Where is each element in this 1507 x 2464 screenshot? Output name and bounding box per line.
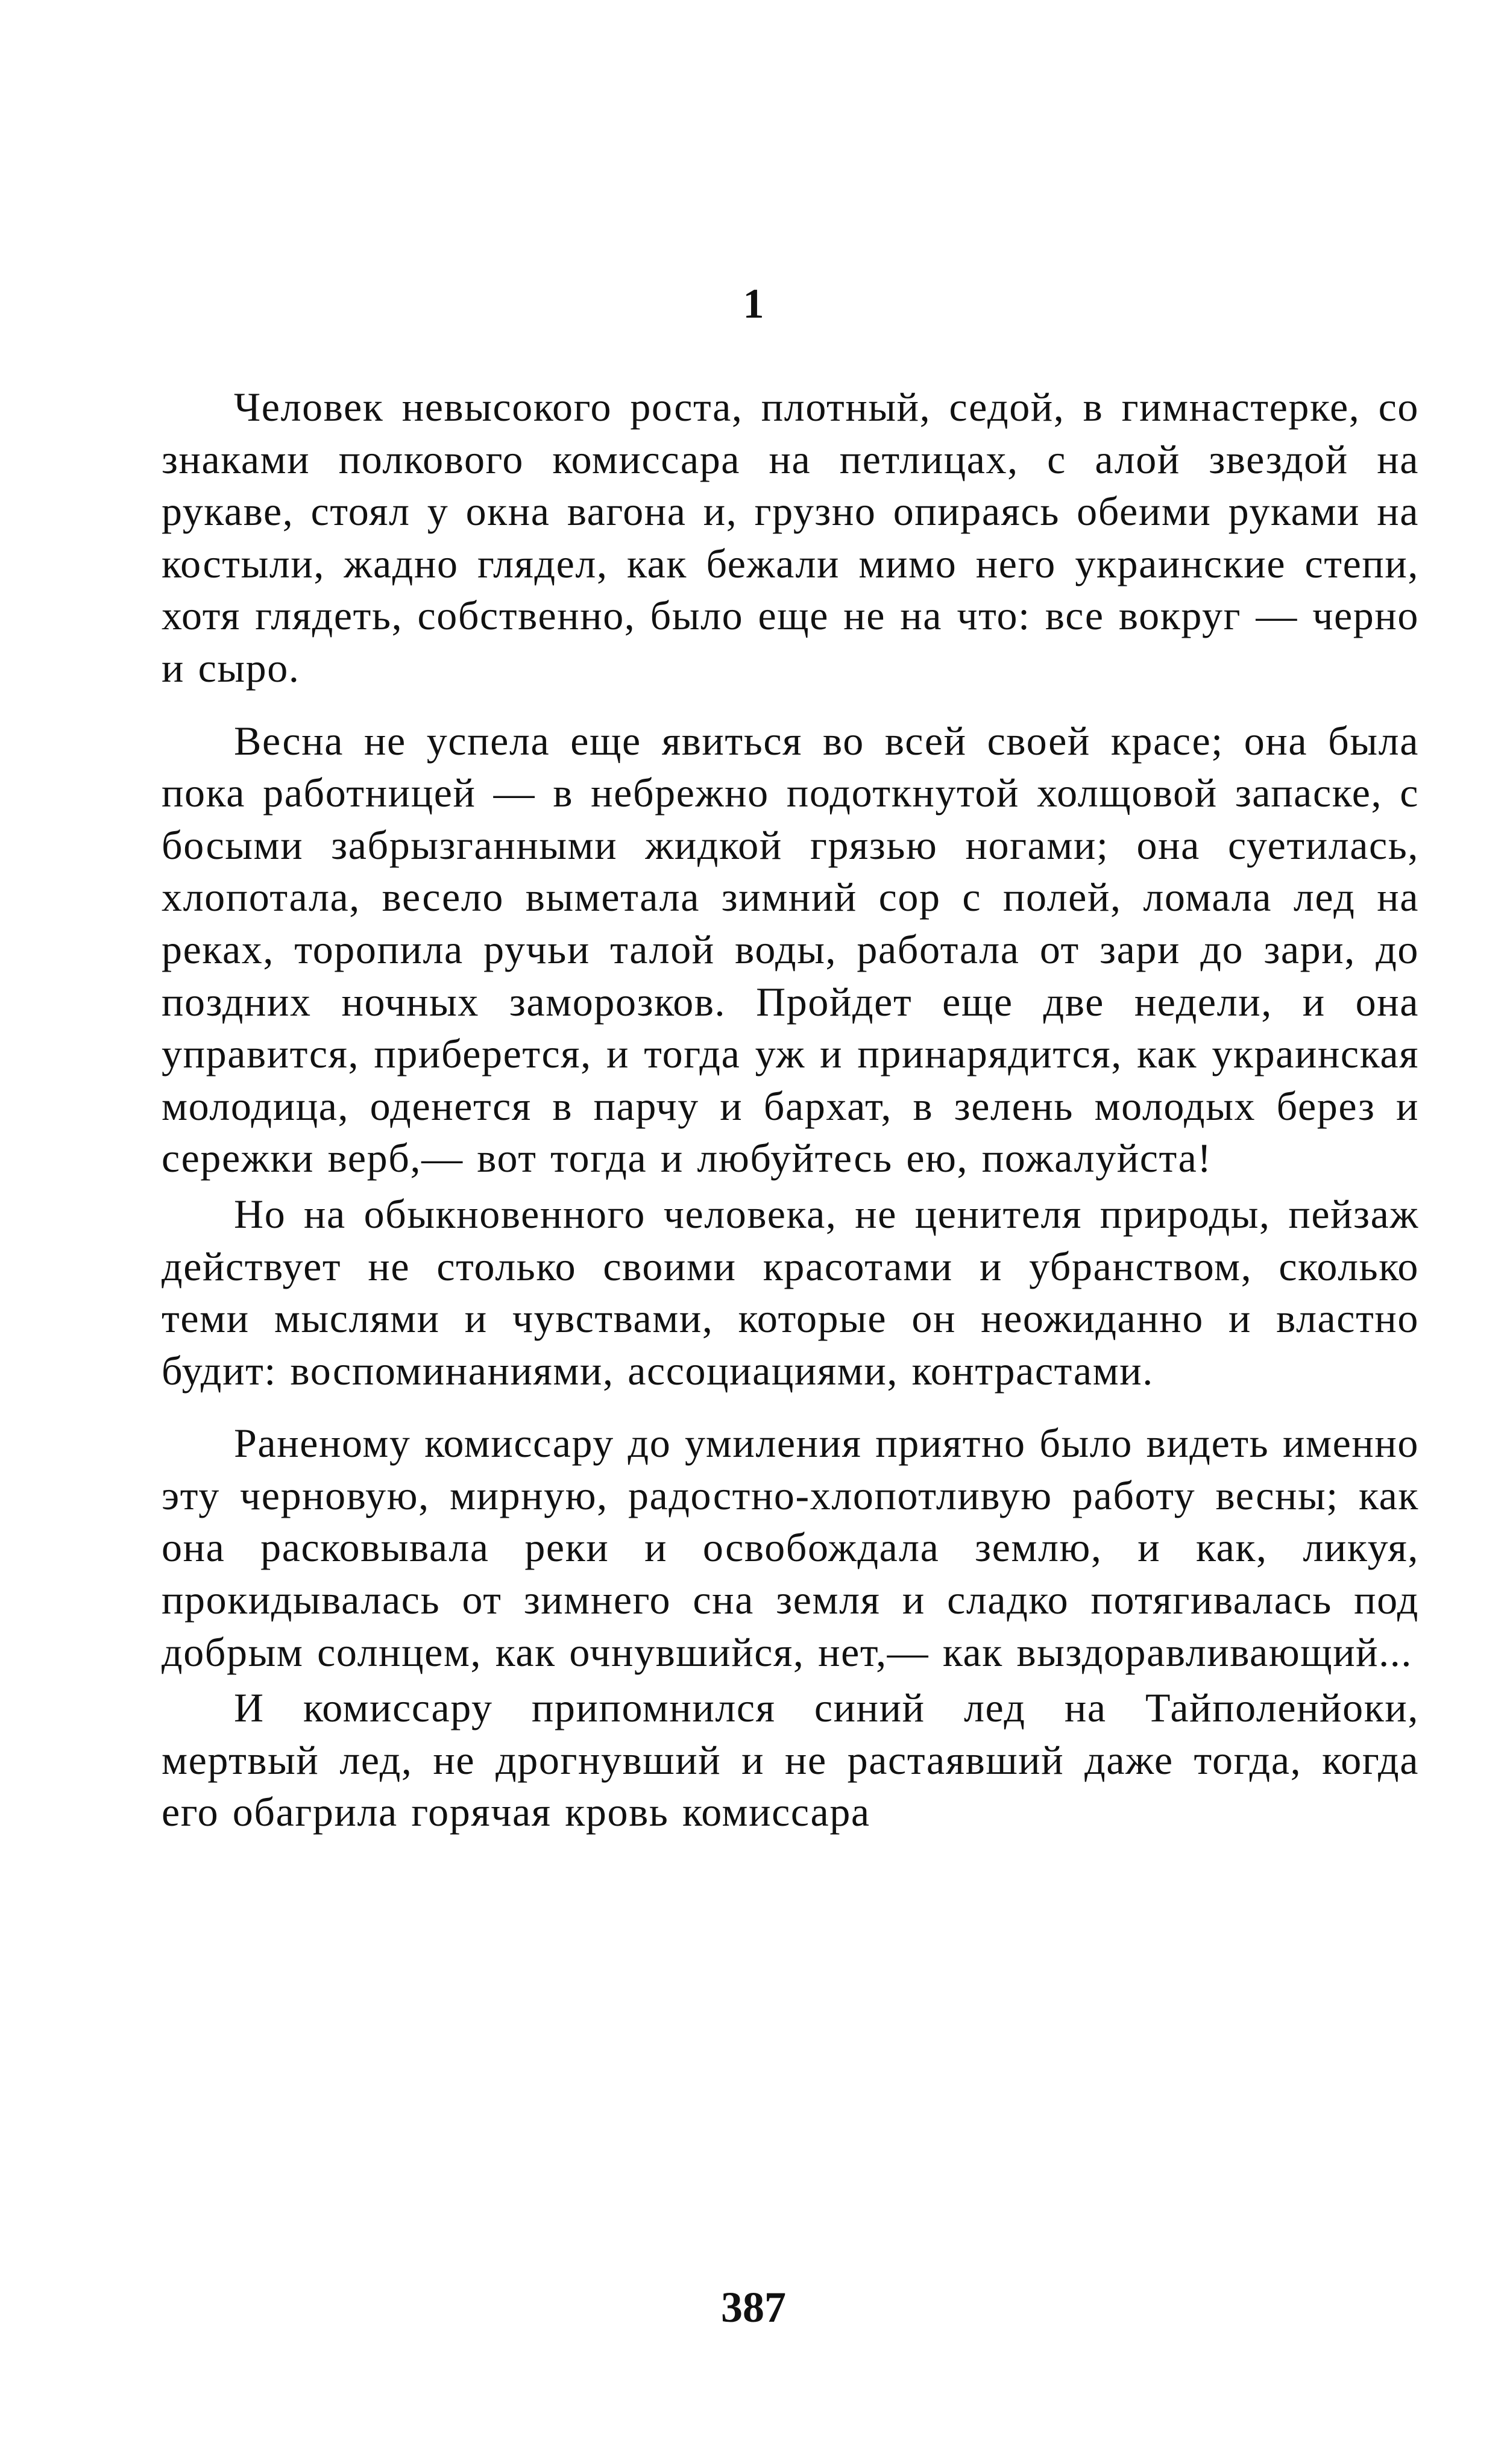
chapter-number: 1 bbox=[743, 281, 764, 327]
body-text bbox=[162, 381, 1419, 1838]
paragraph-5: И комиссару припомнился синий лед на Тайполенйоки, мертвый лед, не дрогнувший и не растаявший даже тогда, когда его обагрила горячая кровь комиссара bbox=[162, 1685, 1419, 1835]
paragraph-2: Весна не успела еще явиться во всей своей красе; она была пока работницей — в небрежно подоткнутой холщовой запаске, с босыми забрызганными жидкой грязью ногами; она суетилась, хлопотала, весело выметала зимний сор с полей, ломала лед на реках, торопила ручьи талой воды, работала от зари до зари, до поздних ночных заморозков. Пройдет еще две недели, и она управится, приберется, и тогда уж и принарядится, как украинская молодица, оденется в парчу и бархат, в зелень молодых берез и сережки верб,— вот тогда и любуйтесь ею, пожалуйста! bbox=[162, 717, 1419, 1181]
paragraph-3: Но на обыкновенного человека, не ценителя природы, пейзаж действует не столько своими красотами и убранством, сколько теми мыслями и чувствами, которые он неожиданно и властно будит: воспоминаниями, ассоциациями, контрастами. bbox=[162, 1190, 1419, 1394]
paragraph-4: Раненому комиссару до умиления приятно было видеть именно эту черновую, мирную, радостно-хлопотливую работу весны; как она расковывала реки и освобождала землю, и как, ликуя, прокидывалась от зимнего сна земля и сладко потягивалась под добрым солнцем, как очнувшийся, нет,— как выздоравливающий... bbox=[162, 1420, 1419, 1675]
page-number: 387 bbox=[721, 2283, 786, 2331]
paragraph-1: Человек невысокого роста, плотный, седой, в гимнастерке, со знаками полкового комиссара на петлицах, с алой звездой на рукаве, стоял у окна вагона и, грузно опираясь обеими руками на костыли, жадно глядел, как бежали мимо него украинские степи, хотя глядеть, собственно, было еще не на что: все вокруг — черно и сыро. bbox=[162, 384, 1419, 691]
